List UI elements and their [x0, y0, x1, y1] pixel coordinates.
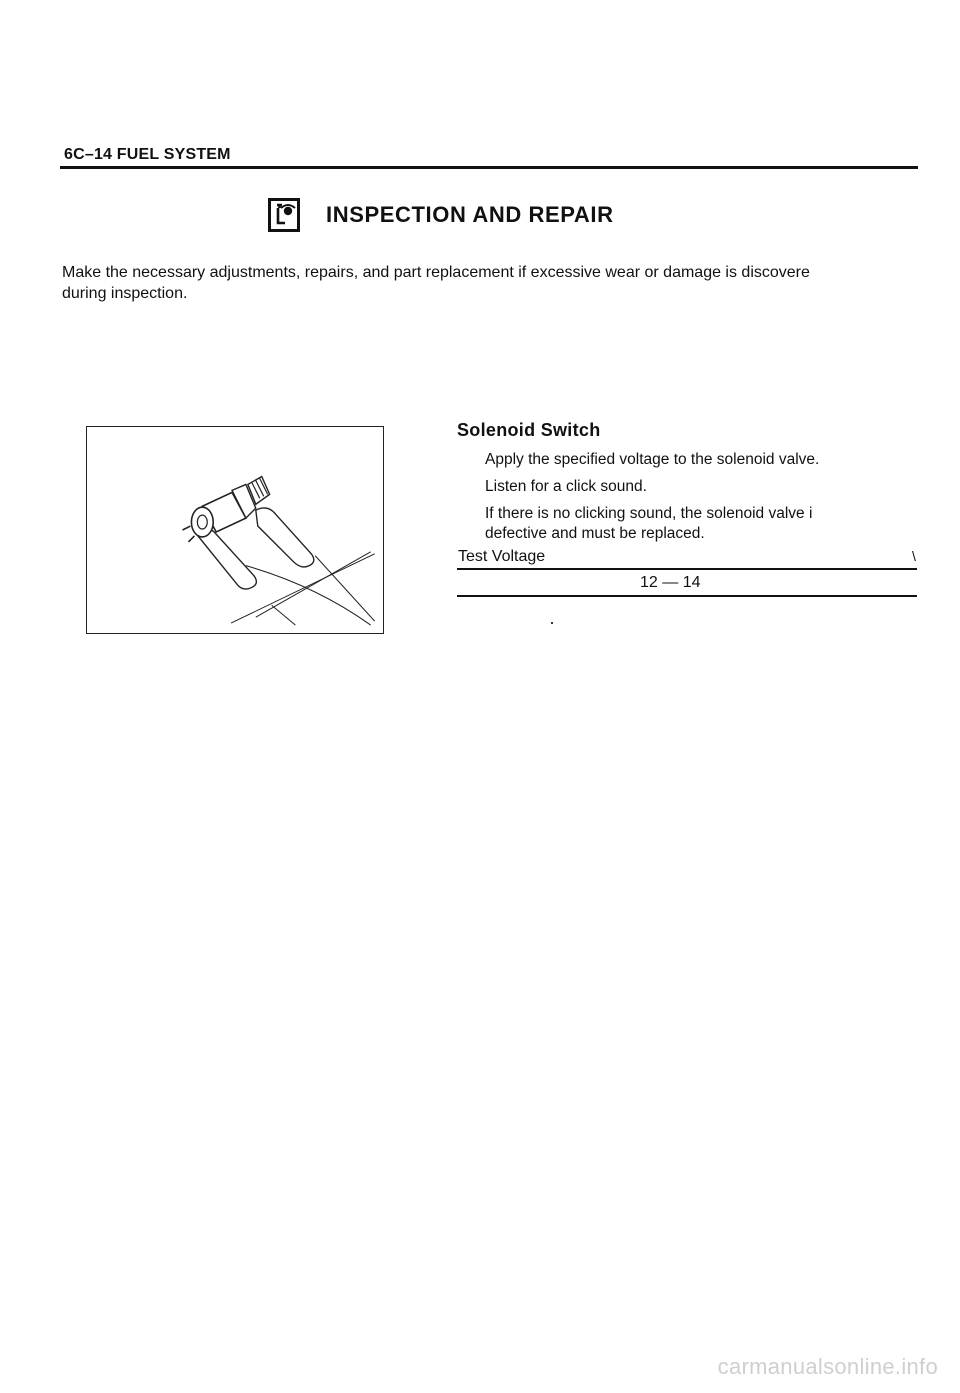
step-apply-voltage: Apply the specified voltage to the solenoid valve. [485, 451, 820, 468]
spec-table-rule-bottom [457, 595, 917, 597]
header-rule [60, 166, 918, 169]
scan-speck [551, 622, 553, 624]
test-voltage-label: Test Voltage [458, 548, 546, 565]
test-voltage-value: 12 — 14 [640, 574, 701, 591]
page-header: 6C–14 FUEL SYSTEM [64, 146, 231, 163]
solenoid-steps [485, 450, 925, 551]
solenoid-figure [86, 426, 384, 634]
section-title [268, 198, 614, 232]
spec-table-rule-top [457, 568, 917, 570]
test-voltage-unit-mark: \ [912, 548, 916, 564]
intro-paragraph: Make the necessary adjustments, repairs, and part replacement if excessive wear or damage is discovere during inspection. [62, 264, 810, 302]
inspection-icon [268, 198, 300, 232]
solenoid-switch-heading: Solenoid Switch [457, 420, 601, 440]
step-replace: If there is no clicking sound, the solenoid valve i defective and must be replaced. [485, 505, 813, 542]
section-title-text: INSPECTION AND REPAIR [326, 202, 614, 227]
watermark: carmanualsonline.info [717, 1354, 938, 1379]
step-listen: Listen for a click sound. [485, 478, 647, 495]
solenoid-valve-illustration [87, 427, 383, 633]
